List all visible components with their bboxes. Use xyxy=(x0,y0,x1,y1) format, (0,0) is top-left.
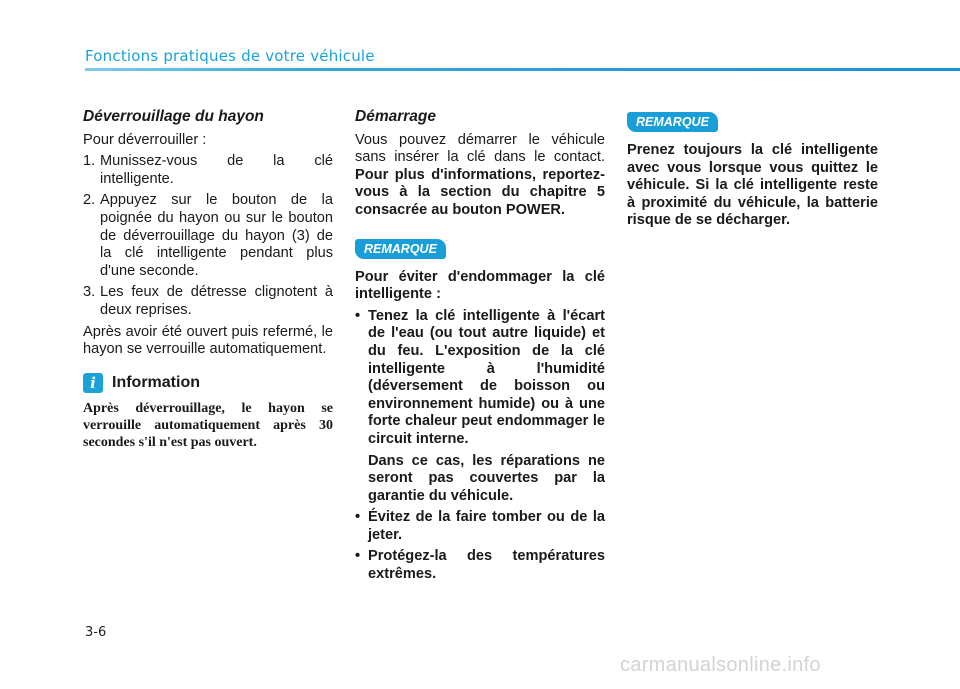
watermark: carmanualsonline.info xyxy=(620,654,821,676)
remarque-badge: REMARQUE xyxy=(355,239,446,259)
remarque-badge: REMARQUE xyxy=(627,112,718,132)
step-item xyxy=(83,153,333,188)
bullet-item: • Évitez de la faire tomber ou de la jeter. xyxy=(355,509,605,544)
bullet-continuation: Dans ce cas, les réparations ne seront pas couvertes par la garantie du véhicule. xyxy=(368,452,605,504)
page-number: 3-6 xyxy=(85,625,107,640)
section-title: Fonctions pratiques de votre véhicule xyxy=(85,47,375,65)
starting-intro xyxy=(355,132,605,220)
bullet-item: • Tenez la clé intelligente à l'écart de l'eau (ou tout autre liquide) et du feu. L'exposition de la clé intelligente à l'humidité (déversement de boisson ou environnement humide) ou à une forte chaleur peut endommager le circuit interne. xyxy=(355,308,605,449)
unlock-steps xyxy=(83,153,333,319)
step-number: 1. xyxy=(83,153,96,170)
step-item xyxy=(83,192,333,280)
step-text: Les feux de détresse clignotent à deux reprises. xyxy=(100,284,333,318)
heading-tailgate-unlock: Déverrouillage du hayon xyxy=(83,108,264,125)
unlock-intro: Pour déverrouiller : xyxy=(83,131,207,148)
step-number: 2. xyxy=(83,192,96,209)
bullet-item: • Protégez-la des températures extrêmes. xyxy=(355,548,605,583)
starting-intro-reference: Pour plus d'informations, reportez-vous à la section du chapitre 5 consacrée au bouton POWER. xyxy=(355,166,605,218)
step-text: Appuyez sur le bouton de la poignée du hayon ou sur le bouton de déverrouillage du hayon (3) de la clé intelligente pendant plus d'une seconde. xyxy=(100,192,333,279)
header-divider xyxy=(85,68,960,71)
info-icon: i xyxy=(83,373,103,393)
step-text: Munissez-vous de la clé intelligente. xyxy=(100,153,333,187)
step-item xyxy=(83,284,333,319)
column-left xyxy=(83,108,333,451)
information-title: Information xyxy=(112,373,200,391)
step-number: 3. xyxy=(83,284,96,301)
note-intro: Pour éviter d'endommager la clé intelligente : xyxy=(355,268,605,303)
starting-intro-plain: Vous pouvez démarrer le véhicule sans insérer la clé dans le contact. xyxy=(355,131,605,166)
auto-lock-text: Après avoir été ouvert puis refermé, le hayon se verrouille automatiquement. xyxy=(83,323,333,358)
note-bullets-more xyxy=(355,509,605,583)
column-middle xyxy=(355,108,605,588)
column-right xyxy=(627,108,878,234)
information-body: Après déverrouillage, le hayon se verrouille automatiquement après 30 secondes s'il n'est pas ouvert. xyxy=(83,400,333,450)
heading-starting: Démarrage xyxy=(355,108,436,125)
remarque-text: Prenez toujours la clé intelligente avec vous lorsque vous quittez le véhicule. Si la clé intelligente reste à proximité du véhicule, la batterie risque de se décharger. xyxy=(627,142,878,229)
information-header xyxy=(83,373,333,393)
note-bullets xyxy=(355,308,605,449)
